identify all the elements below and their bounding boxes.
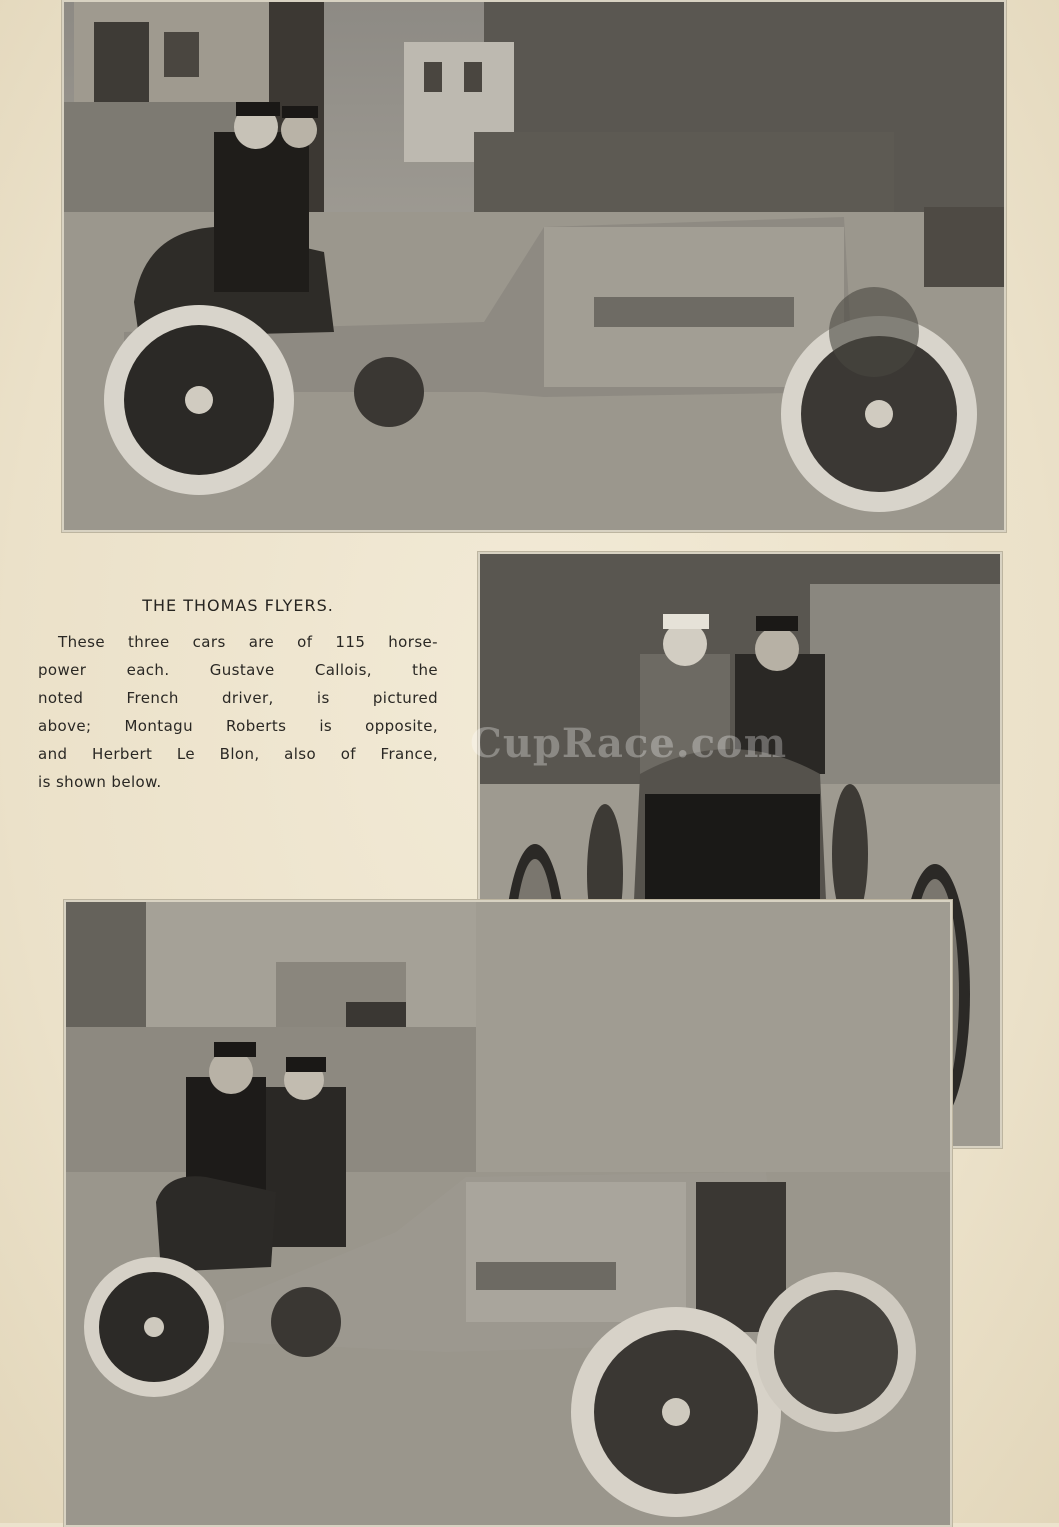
photo-bottom-image bbox=[66, 902, 950, 1525]
caption-block bbox=[38, 596, 438, 796]
caption-line: power each. Gustave Callois, the bbox=[38, 661, 438, 679]
watermark-text: CupRace.com bbox=[470, 720, 788, 767]
caption-line: and Herbert Le Blon, also of France, bbox=[38, 745, 438, 763]
photo-top-image bbox=[64, 2, 1004, 530]
caption-title: THE THOMAS FLYERS. bbox=[142, 596, 334, 615]
photo-thomas-flyer-callois bbox=[62, 0, 1006, 532]
caption-line: above; Montagu Roberts is opposite, bbox=[38, 717, 438, 735]
caption-body bbox=[38, 628, 438, 796]
caption-line: noted French driver, is pictured bbox=[38, 689, 438, 707]
photo-thomas-flyer-le-blon bbox=[64, 900, 952, 1527]
caption-line: is shown below. bbox=[38, 773, 162, 791]
caption-line: These three cars are of 115 horse- bbox=[58, 633, 438, 651]
